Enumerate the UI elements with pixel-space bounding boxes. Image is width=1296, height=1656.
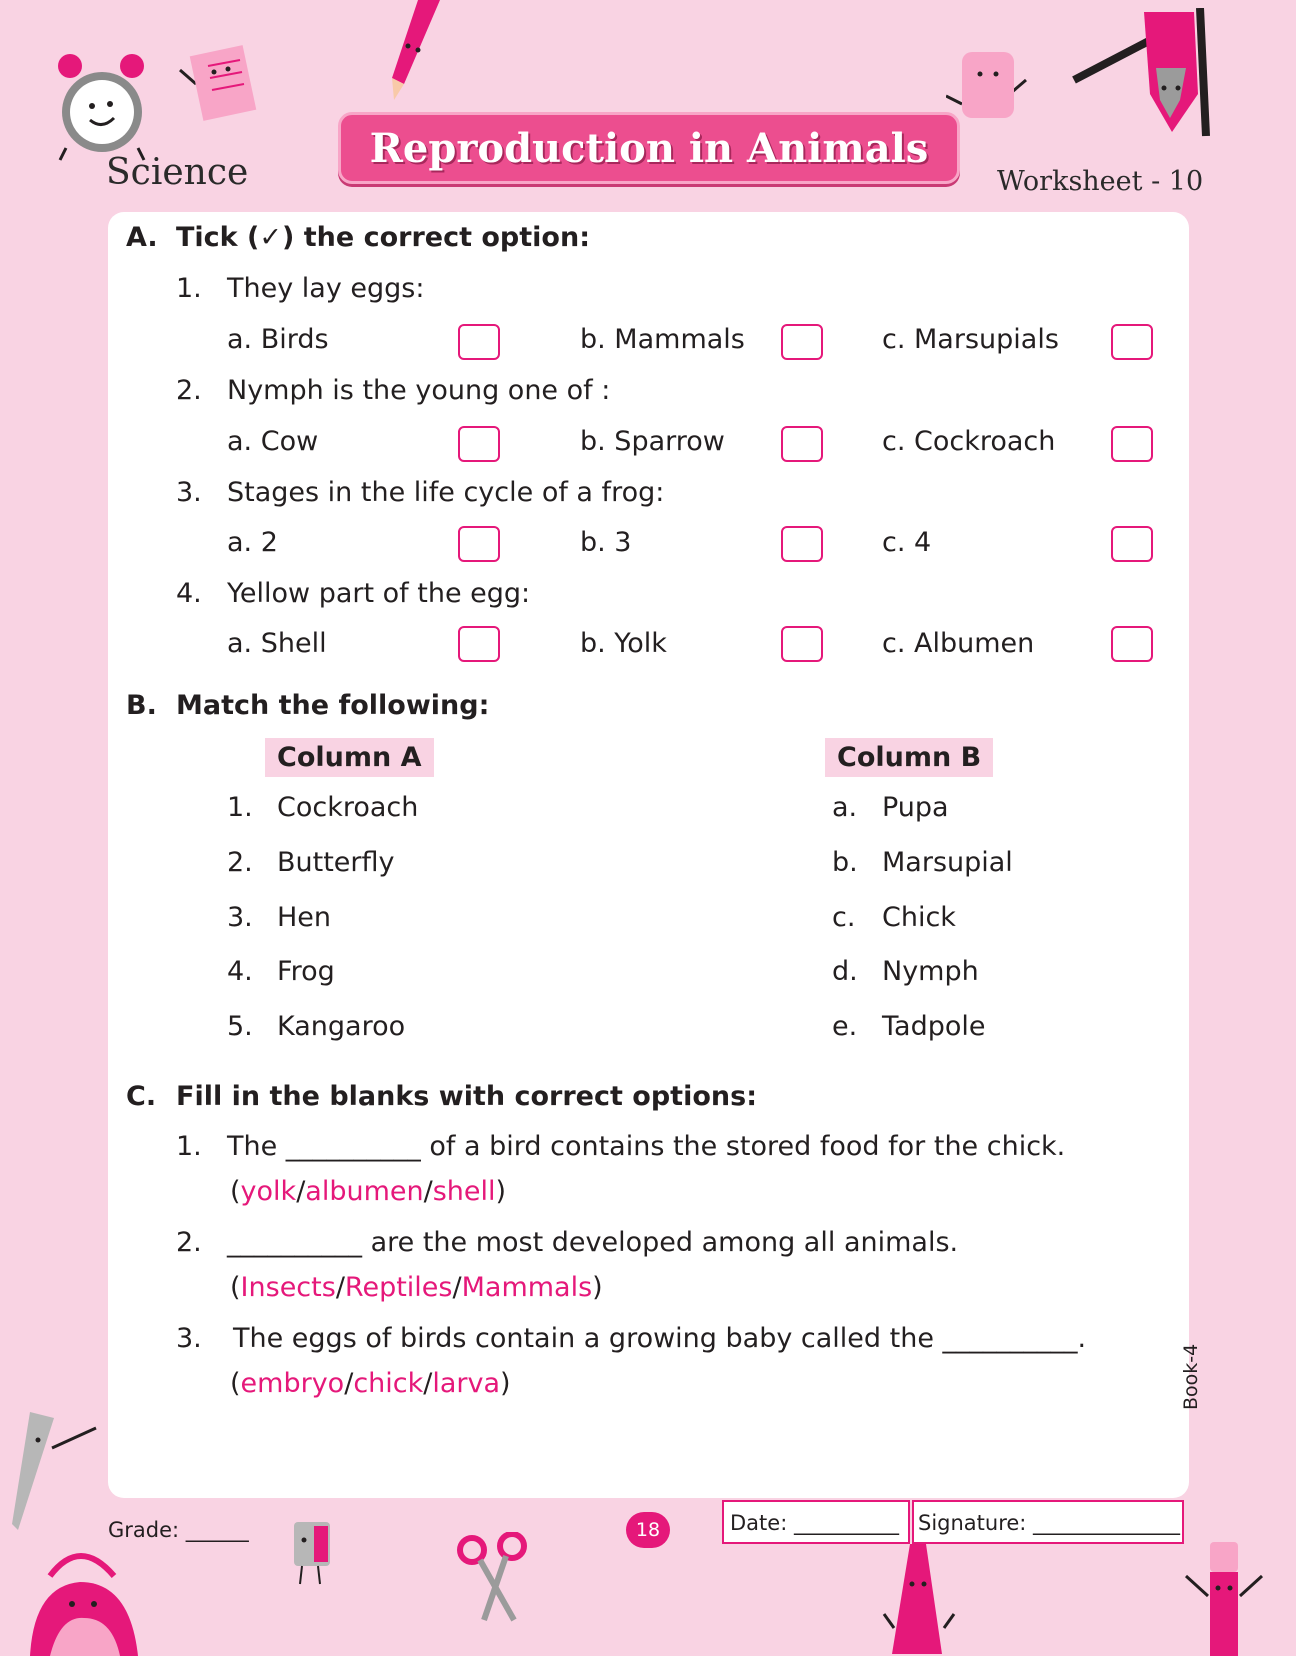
- option-word: Mammals: [461, 1272, 593, 1303]
- section-b-letter: B.: [126, 690, 157, 721]
- option-label: c. Cockroach: [882, 426, 1056, 457]
- question-number: 2.: [176, 375, 202, 406]
- title-banner: [338, 112, 960, 184]
- match-item-number: 3.: [227, 902, 253, 933]
- section-a-letter: A.: [126, 222, 158, 253]
- tick-box[interactable]: [1111, 426, 1153, 462]
- option-label: b. Sparrow: [580, 426, 725, 457]
- match-item-a: Kangaroo: [277, 1011, 406, 1042]
- section-c-heading: Fill in the blanks with correct options:: [176, 1081, 757, 1112]
- match-item-b: Nymph: [882, 956, 979, 987]
- tick-box[interactable]: [781, 626, 823, 662]
- tick-box[interactable]: [781, 526, 823, 562]
- pencil-compass-illustration: [1070, 8, 1220, 138]
- section-a-heading: Tick (✓) the correct option:: [176, 222, 590, 253]
- worksheet-number: Worksheet - 10: [997, 166, 1204, 197]
- match-item-a: Frog: [277, 956, 335, 987]
- tick-box[interactable]: [781, 426, 823, 462]
- tick-box[interactable]: [1111, 626, 1153, 662]
- option-label: c. 4: [882, 527, 932, 558]
- question-number: 3.: [176, 477, 202, 508]
- option-word: larva: [432, 1368, 501, 1399]
- subject-label: Science: [106, 152, 249, 193]
- option-label: a. Cow: [227, 426, 319, 457]
- option-label: a. Shell: [227, 628, 327, 659]
- question-number: 2.: [176, 1227, 202, 1258]
- pencil-illustration: [374, 0, 454, 104]
- option-label: c. Marsupials: [882, 324, 1059, 355]
- option-label: c. Albumen: [882, 628, 1035, 659]
- tick-box[interactable]: [1111, 526, 1153, 562]
- option-label: b. 3: [580, 527, 632, 558]
- book-label: Book-4: [1180, 1343, 1202, 1410]
- option-label: b. Mammals: [580, 324, 745, 355]
- question-number: 1.: [176, 1131, 202, 1162]
- match-item-number: 1.: [227, 792, 253, 823]
- ruler-illustration: [8, 1412, 100, 1534]
- page-number: 18: [626, 1512, 670, 1548]
- page-title: Reproduction in Animals: [369, 124, 929, 172]
- date-field: Date: __________: [730, 1511, 899, 1535]
- eraser-illustration: [946, 44, 1028, 126]
- fill-blank-text: The __________ of a bird contains the stored food for the chick.: [227, 1131, 1066, 1162]
- question-number: 3.: [176, 1323, 202, 1354]
- signature-box[interactable]: [912, 1500, 1184, 1544]
- match-item-letter: a.: [832, 792, 858, 823]
- option-word: chick: [353, 1368, 424, 1399]
- notepad-illustration: [178, 40, 264, 126]
- match-item-letter: c.: [832, 902, 856, 933]
- option-label: a. Birds: [227, 324, 329, 355]
- question-number: 4.: [176, 578, 202, 609]
- sharpener-illustration: [284, 1518, 344, 1588]
- tick-box[interactable]: [1111, 324, 1153, 360]
- question-number: 1.: [176, 273, 202, 304]
- fill-blank-text: The eggs of birds contain a growing baby called the __________.: [233, 1323, 1087, 1354]
- tick-box[interactable]: [458, 626, 500, 662]
- fill-blank-options: (Insects/Reptiles/Mammals): [230, 1272, 603, 1303]
- match-item-letter: e.: [832, 1011, 858, 1042]
- option-label: b. Yolk: [580, 628, 667, 659]
- match-item-number: 5.: [227, 1011, 253, 1042]
- match-item-a: Butterfly: [277, 847, 395, 878]
- match-item-number: 4.: [227, 956, 253, 987]
- bag-illustration: [20, 1536, 150, 1656]
- option-word: Reptiles: [344, 1272, 453, 1303]
- tick-box[interactable]: [781, 324, 823, 360]
- section-b-heading: Match the following:: [176, 690, 490, 721]
- tick-box[interactable]: [458, 324, 500, 360]
- match-item-b: Chick: [882, 902, 956, 933]
- section-c-letter: C.: [126, 1081, 157, 1112]
- question-text: Stages in the life cycle of a frog:: [227, 477, 665, 508]
- fill-blank-options: (embryo/chick/larva): [230, 1368, 511, 1399]
- option-word: yolk: [240, 1176, 297, 1207]
- option-label: a. 2: [227, 527, 278, 558]
- match-item-b: Pupa: [882, 792, 949, 823]
- column-a-header: Column A: [265, 738, 434, 777]
- match-item-number: 2.: [227, 847, 253, 878]
- date-box[interactable]: [722, 1500, 910, 1544]
- scissors-illustration: [456, 1532, 530, 1624]
- option-word: embryo: [240, 1368, 345, 1399]
- match-item-a: Cockroach: [277, 792, 419, 823]
- option-word: Insects: [240, 1272, 336, 1303]
- match-item-a: Hen: [277, 902, 332, 933]
- tick-box[interactable]: [458, 426, 500, 462]
- column-b-header: Column B: [825, 738, 993, 777]
- option-word: shell: [432, 1176, 496, 1207]
- option-word: albumen: [305, 1176, 424, 1207]
- question-text: Yellow part of the egg:: [227, 578, 531, 609]
- question-text: They lay eggs:: [227, 273, 425, 304]
- match-item-b: Marsupial: [882, 847, 1013, 878]
- grade-field[interactable]: Grade: ______: [108, 1518, 249, 1542]
- match-item-letter: d.: [832, 956, 858, 987]
- signature-field: Signature: ______________: [918, 1511, 1181, 1535]
- question-text: Nymph is the young one of :: [227, 375, 611, 406]
- alarm-clock-illustration: [52, 44, 152, 162]
- tick-box[interactable]: [458, 526, 500, 562]
- fill-blank-options: (yolk/albumen/shell): [230, 1176, 507, 1207]
- fill-blank-text: __________ are the most developed among all animals.: [227, 1227, 959, 1258]
- match-item-letter: b.: [832, 847, 858, 878]
- crayon-illustration: [880, 1544, 958, 1654]
- match-item-b: Tadpole: [882, 1011, 986, 1042]
- pencil-character-illustration: [1184, 1536, 1264, 1656]
